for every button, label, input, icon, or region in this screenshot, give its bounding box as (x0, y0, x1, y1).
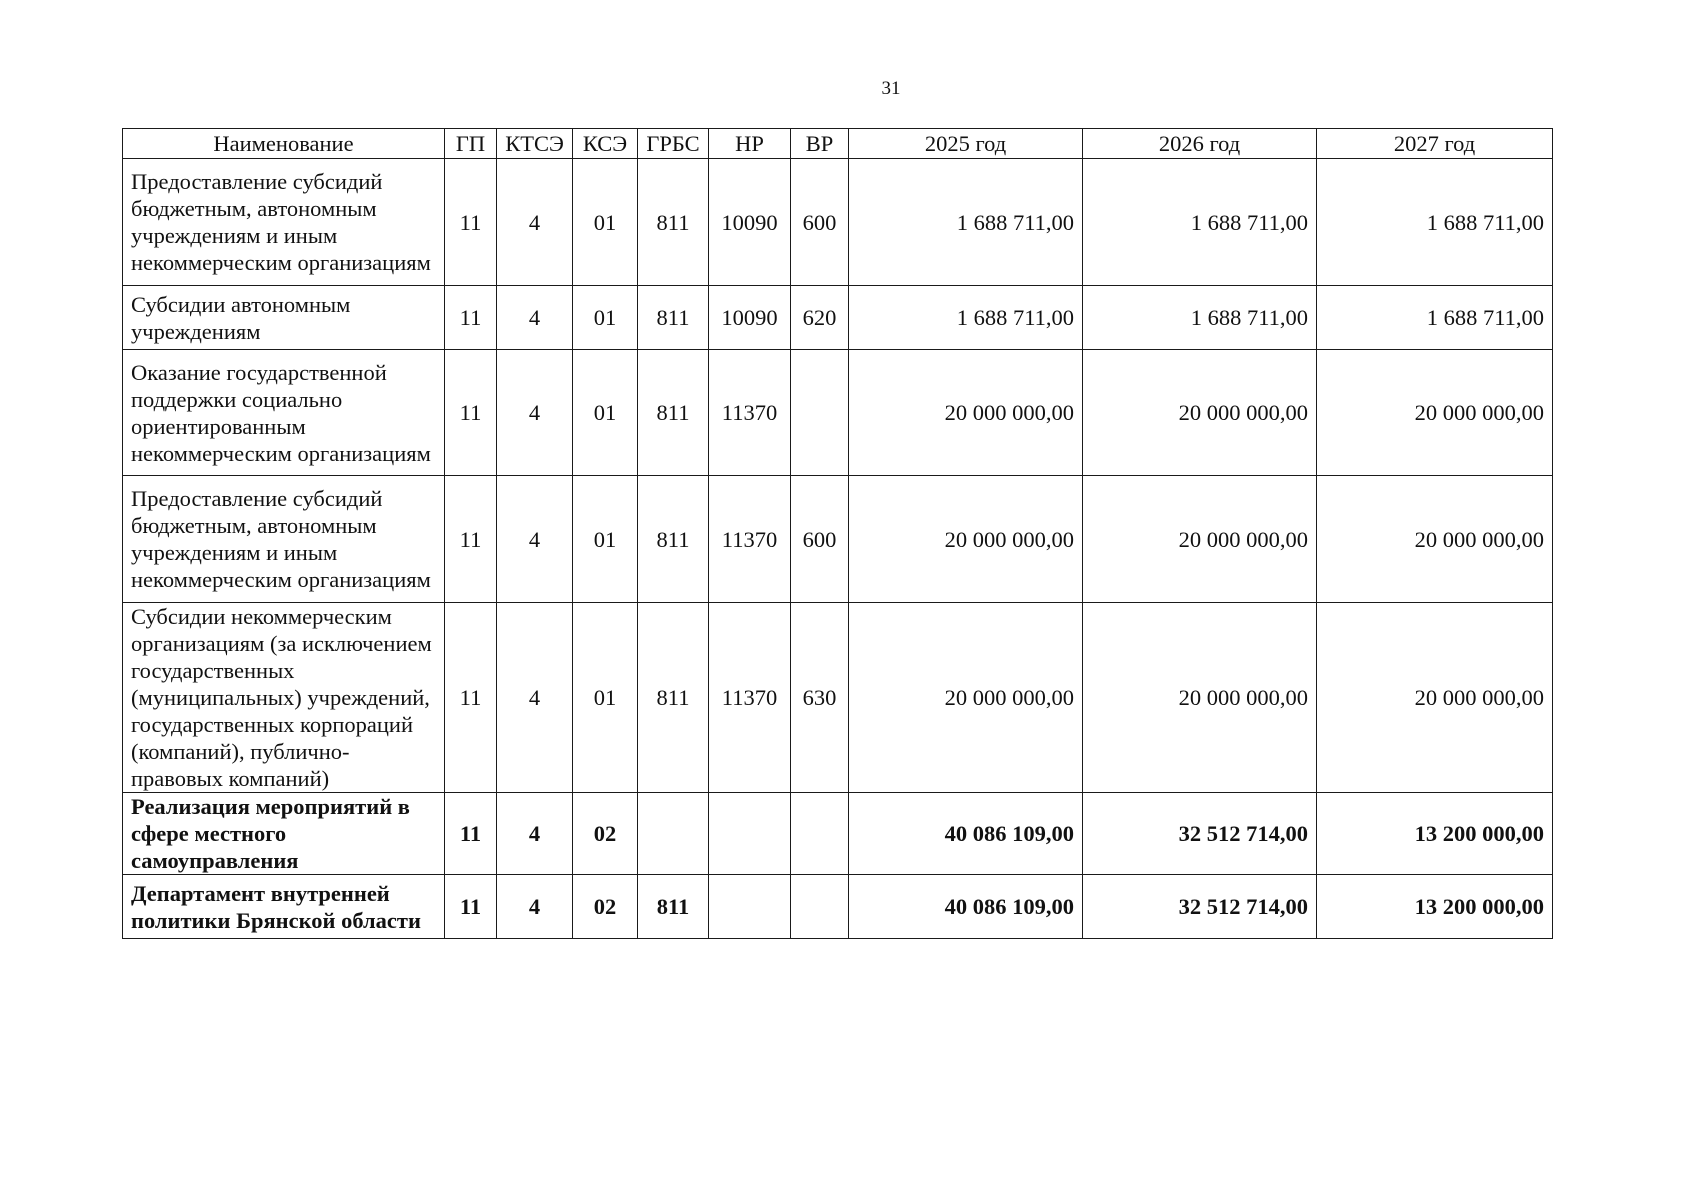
row-nr: 10090 (709, 159, 791, 286)
row-vr: 630 (791, 603, 849, 793)
row-vr: 600 (791, 476, 849, 603)
row-kse: 01 (573, 603, 638, 793)
row-grbs (638, 793, 709, 875)
row-gp: 11 (445, 476, 497, 603)
row-2025: 1 688 711,00 (849, 286, 1083, 350)
row-2027: 20 000 000,00 (1317, 603, 1553, 793)
row-ktse: 4 (497, 476, 573, 603)
row-nr (709, 793, 791, 875)
row-2027: 13 200 000,00 (1317, 875, 1553, 939)
row-grbs: 811 (638, 875, 709, 939)
table-header-row (123, 129, 1553, 159)
row-nr: 10090 (709, 286, 791, 350)
row-vr: 620 (791, 286, 849, 350)
row-nr (709, 875, 791, 939)
row-vr (791, 875, 849, 939)
row-nr: 11370 (709, 350, 791, 476)
row-2025: 40 086 109,00 (849, 793, 1083, 875)
header-nr: НР (709, 129, 791, 159)
row-gp: 11 (445, 793, 497, 875)
row-grbs: 811 (638, 286, 709, 350)
row-ktse: 4 (497, 875, 573, 939)
row-name: Реализация мероприятий в сфере местного самоуправления (123, 793, 445, 875)
row-vr (791, 350, 849, 476)
row-gp: 11 (445, 286, 497, 350)
row-gp: 11 (445, 159, 497, 286)
row-kse: 02 (573, 875, 638, 939)
row-nr: 11370 (709, 476, 791, 603)
row-kse: 01 (573, 159, 638, 286)
table-row (123, 476, 1553, 603)
row-gp: 11 (445, 350, 497, 476)
table-row (123, 286, 1553, 350)
row-ktse: 4 (497, 286, 573, 350)
table-row (123, 603, 1553, 793)
row-ktse: 4 (497, 603, 573, 793)
row-2025: 40 086 109,00 (849, 875, 1083, 939)
row-name: Предоставление субсидий бюджетным, автономным учреждениям и иным некоммерческим организациям (123, 159, 445, 286)
row-2025: 20 000 000,00 (849, 603, 1083, 793)
header-grbs: ГРБС (638, 129, 709, 159)
row-2027: 1 688 711,00 (1317, 159, 1553, 286)
header-2027: 2027 год (1317, 129, 1553, 159)
row-kse: 01 (573, 476, 638, 603)
page-number: 31 (881, 78, 901, 99)
row-2026: 32 512 714,00 (1083, 875, 1317, 939)
budget-table (122, 128, 1553, 939)
header-kse: КСЭ (573, 129, 638, 159)
table-row (123, 793, 1553, 875)
row-ktse: 4 (497, 159, 573, 286)
row-kse: 01 (573, 350, 638, 476)
header-name: Наименование (123, 129, 445, 159)
row-2027: 20 000 000,00 (1317, 476, 1553, 603)
row-2027: 13 200 000,00 (1317, 793, 1553, 875)
row-ktse: 4 (497, 793, 573, 875)
row-2026: 32 512 714,00 (1083, 793, 1317, 875)
table-row (123, 875, 1553, 939)
row-2025: 20 000 000,00 (849, 350, 1083, 476)
row-name: Субсидии некоммерческим организациям (за исключением государственных (муниципальных) учреждений, государственных корпораций (компаний), публично-правовых компаний) (123, 603, 445, 793)
row-2025: 1 688 711,00 (849, 159, 1083, 286)
row-grbs: 811 (638, 159, 709, 286)
row-nr: 11370 (709, 603, 791, 793)
header-2026: 2026 год (1083, 129, 1317, 159)
row-2026: 1 688 711,00 (1083, 159, 1317, 286)
row-2026: 20 000 000,00 (1083, 350, 1317, 476)
row-ktse: 4 (497, 350, 573, 476)
row-name: Оказание государственной поддержки социально ориентированным некоммерческим организациям (123, 350, 445, 476)
row-name: Департамент внутренней политики Брянской области (123, 875, 445, 939)
row-vr: 600 (791, 159, 849, 286)
row-grbs: 811 (638, 476, 709, 603)
row-gp: 11 (445, 875, 497, 939)
table-row (123, 159, 1553, 286)
row-2025: 20 000 000,00 (849, 476, 1083, 603)
header-vr: ВР (791, 129, 849, 159)
header-2025: 2025 год (849, 129, 1083, 159)
row-2026: 20 000 000,00 (1083, 476, 1317, 603)
row-grbs: 811 (638, 350, 709, 476)
row-2026: 1 688 711,00 (1083, 286, 1317, 350)
row-grbs: 811 (638, 603, 709, 793)
row-2027: 1 688 711,00 (1317, 286, 1553, 350)
table-row (123, 350, 1553, 476)
header-gp: ГП (445, 129, 497, 159)
row-kse: 02 (573, 793, 638, 875)
row-vr (791, 793, 849, 875)
row-name: Субсидии автономным учреждениям (123, 286, 445, 350)
row-2026: 20 000 000,00 (1083, 603, 1317, 793)
row-2027: 20 000 000,00 (1317, 350, 1553, 476)
header-ktse: КТСЭ (497, 129, 573, 159)
row-gp: 11 (445, 603, 497, 793)
row-kse: 01 (573, 286, 638, 350)
row-name: Предоставление субсидий бюджетным, автономным учреждениям и иным некоммерческим организациям (123, 476, 445, 603)
